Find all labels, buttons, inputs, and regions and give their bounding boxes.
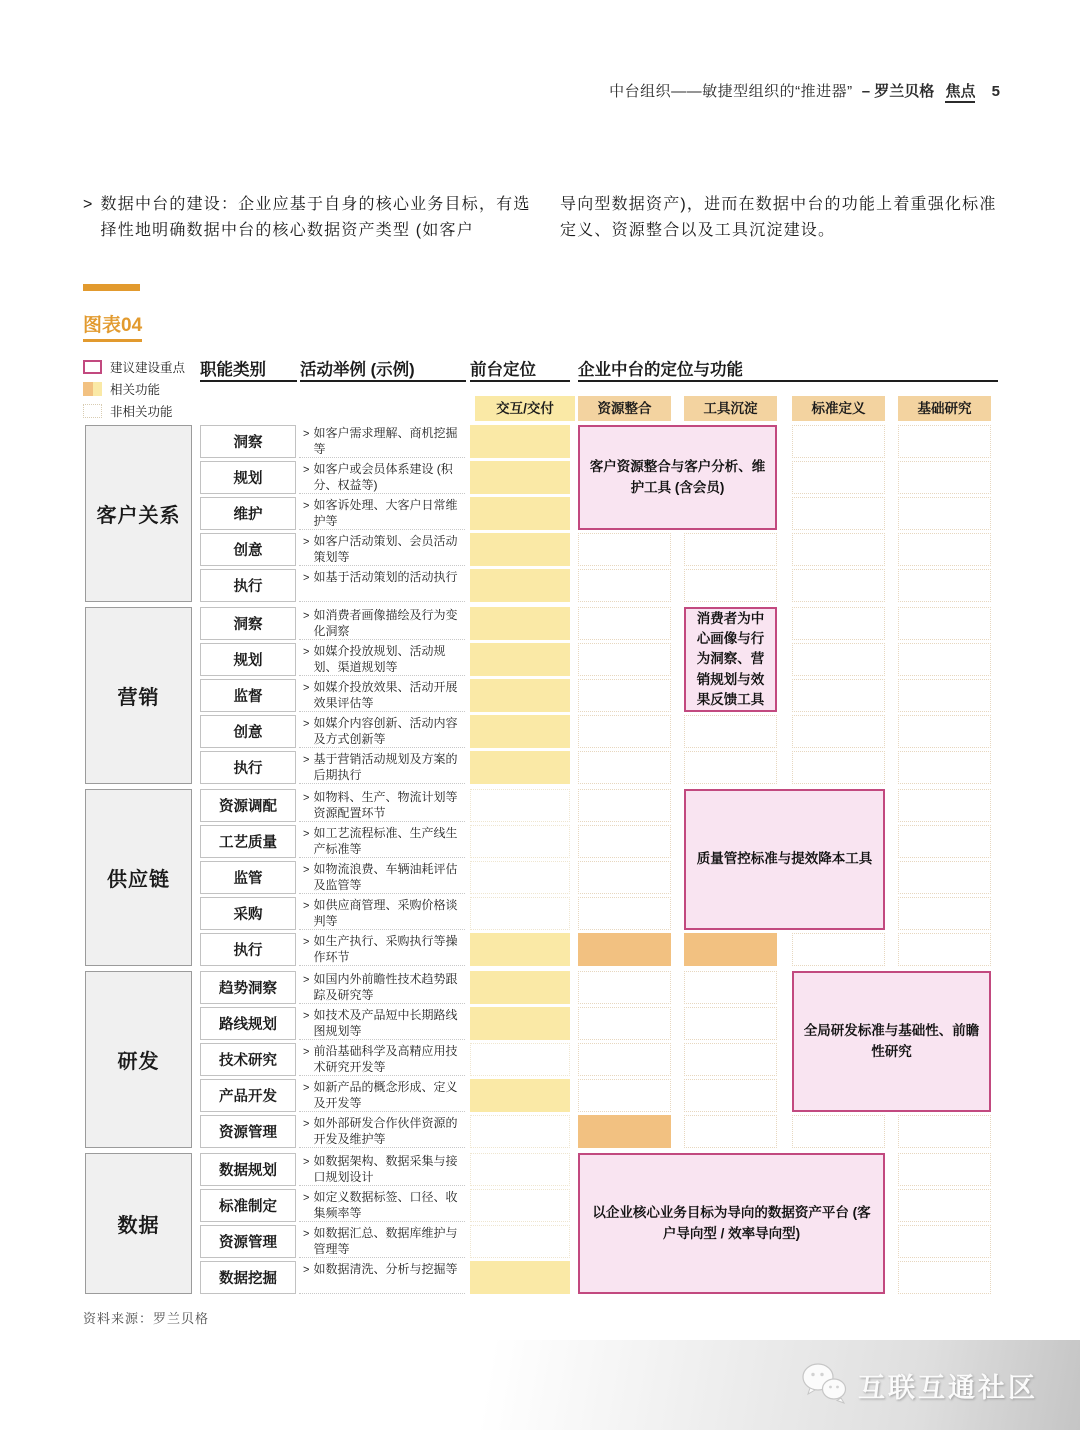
mid-office-cell: [684, 751, 777, 784]
column-header-function-category: 职能类别: [200, 356, 297, 382]
activity-bullet: >: [303, 1118, 310, 1130]
watermark: [800, 1361, 1038, 1410]
legend-swatch-none: [83, 404, 102, 418]
group-label: 研发: [85, 971, 192, 1148]
mid-office-cell: [684, 1007, 777, 1040]
activity-bullet: >: [303, 900, 310, 912]
activity-bullet: >: [303, 536, 310, 548]
activity-cell: [299, 1225, 465, 1258]
category-cell: 执行: [200, 751, 296, 784]
watermark-text: 互联互通社区: [858, 1372, 1038, 1403]
activity-cell: [299, 425, 465, 458]
front-office-cell: [470, 715, 570, 748]
wechat-icon: [800, 1361, 848, 1410]
activity-bullet: >: [303, 1192, 310, 1204]
mid-office-cell: [898, 607, 991, 640]
mid-office-cell: [792, 497, 885, 530]
category-cell: 创意: [200, 715, 296, 748]
category-cell: 资源调配: [200, 789, 296, 822]
activity-text: 如物料、生产、物流计划等资源配置环节: [313, 790, 458, 820]
mid-office-cell: [578, 679, 671, 712]
activity-bullet: >: [303, 718, 310, 730]
activity-cell: [299, 1261, 465, 1294]
front-office-cell: [470, 533, 570, 566]
category-cell: 趋势洞察: [200, 971, 296, 1004]
front-office-cell: [470, 425, 570, 458]
mid-office-cell: [578, 897, 671, 930]
subcolumn-header: 资源整合: [578, 396, 671, 421]
activity-text: 基于营销活动规划及方案的后期执行: [313, 752, 458, 782]
mid-office-cell: [578, 825, 671, 858]
table-row: [200, 643, 991, 676]
figure-table: [85, 425, 991, 1299]
activity-bullet: >: [303, 1156, 310, 1168]
activity-text: 如客户活动策划、会员活动策划等: [313, 534, 458, 564]
activity-cell: [299, 861, 465, 894]
group-label: 供应链: [85, 789, 192, 966]
mid-office-cell: [578, 789, 671, 822]
activity-bullet: >: [303, 1046, 310, 1058]
activity-cell: [299, 1189, 465, 1222]
highlight-box: 质量管控标准与提效降本工具: [684, 789, 885, 930]
front-office-cell: [470, 897, 570, 930]
activity-cell: [299, 533, 465, 566]
activity-text: 如媒介内容创新、活动内容及方式创新等: [313, 716, 458, 746]
activity-cell: [299, 1007, 465, 1040]
activity-bullet: >: [303, 572, 310, 584]
activity-text: 如供应商管理、采购价格谈判等: [313, 898, 458, 928]
front-office-cell: [470, 861, 570, 894]
category-cell: 路线规划: [200, 1007, 296, 1040]
mid-office-cell: [792, 569, 885, 602]
legend-item: [83, 356, 201, 378]
activity-cell: [299, 643, 465, 676]
front-office-cell: [470, 1261, 570, 1294]
page-number: 5: [991, 83, 1000, 100]
mid-office-cell: [898, 861, 991, 894]
activity-cell: [299, 1043, 465, 1076]
watermark-strip: [0, 1340, 1080, 1430]
mid-office-cell: [578, 1115, 671, 1148]
activity-cell: [299, 607, 465, 640]
activity-cell: [299, 1153, 465, 1186]
intro-paragraph-right: [560, 192, 1012, 245]
activity-cell: [299, 751, 465, 784]
front-office-cell: [470, 497, 570, 530]
category-cell: 资源管理: [200, 1115, 296, 1148]
activity-bullet: >: [303, 1010, 310, 1022]
subcolumn-header: 标准定义: [792, 396, 885, 421]
category-cell: 规划: [200, 643, 296, 676]
category-cell: 工艺质量: [200, 825, 296, 858]
activity-cell: [299, 825, 465, 858]
legend-swatch-related: [83, 382, 102, 396]
table-row: [200, 679, 991, 712]
activity-cell: [299, 715, 465, 748]
activity-text: 如国内外前瞻性技术趋势跟踪及研究等: [313, 972, 458, 1002]
group-label: 营销: [85, 607, 192, 784]
mid-office-cell: [684, 715, 777, 748]
activity-bullet: >: [303, 464, 310, 476]
activity-cell: [299, 497, 465, 530]
table-row: [200, 933, 991, 966]
mid-office-cell: [684, 533, 777, 566]
category-cell: 数据挖掘: [200, 1261, 296, 1294]
mid-office-cell: [898, 1225, 991, 1258]
mid-office-cell: [578, 1079, 671, 1112]
activity-bullet: >: [303, 1082, 310, 1094]
highlight-box: 以企业核心业务目标为导向的数据资产平台 (客户导向型 / 效率导向型): [578, 1153, 885, 1294]
category-cell: 规划: [200, 461, 296, 494]
source-note: 资料来源：罗兰贝格: [83, 1311, 210, 1326]
mid-office-cell: [898, 751, 991, 784]
activity-text: 如新产品的概念形成、定义及开发等: [313, 1080, 458, 1110]
activity-cell: [299, 971, 465, 1004]
front-office-cell: [470, 1225, 570, 1258]
accent-bar: [83, 284, 140, 291]
table-row: [200, 1115, 991, 1148]
mid-office-cell: [578, 1043, 671, 1076]
activity-cell: [299, 461, 465, 494]
mid-office-cell: [578, 1007, 671, 1040]
activity-text: 如客诉处理、大客户日常维护等: [313, 498, 458, 528]
category-cell: 执行: [200, 569, 296, 602]
activity-text: 如媒介投放效果、活动开展效果评估等: [313, 680, 458, 710]
highlight-box: 消费者为中心画像与行为洞察、营销规划与效果反馈工具: [684, 607, 777, 712]
activity-text: 如媒介投放规划、活动规划、渠道规划等: [313, 644, 446, 674]
category-cell: 监督: [200, 679, 296, 712]
front-office-cell: [470, 607, 570, 640]
mid-office-cell: [898, 461, 991, 494]
mid-office-cell: [684, 971, 777, 1004]
activity-bullet: >: [303, 500, 310, 512]
activity-text: 如外部研发合作伙伴资源的开发及维护等: [313, 1116, 458, 1146]
category-cell: 洞察: [200, 607, 296, 640]
mid-office-cell: [684, 1079, 777, 1112]
legend-label: 相关功能: [110, 383, 161, 397]
table-row: [200, 751, 991, 784]
subcolumn-header: 工具沉淀: [684, 396, 777, 421]
activity-bullet: >: [303, 936, 310, 948]
mid-office-cell: [898, 569, 991, 602]
mid-office-cell: [578, 751, 671, 784]
activity-cell: [299, 1115, 465, 1148]
mid-office-cell: [792, 751, 885, 784]
mid-office-cell: [898, 897, 991, 930]
mid-office-cell: [792, 715, 885, 748]
page-header-brand: – 罗兰贝格: [861, 83, 935, 100]
category-cell: 洞察: [200, 425, 296, 458]
mid-office-cell: [898, 933, 991, 966]
activity-cell: [299, 1079, 465, 1112]
mid-office-cell: [792, 933, 885, 966]
activity-bullet: >: [303, 646, 310, 658]
mid-office-cell: [578, 971, 671, 1004]
intro-left-text: 数据中台的建设：企业应基于自身的核心业务目标，有选择性地明确数据中台的核心数据资产类型 (如客户: [100, 196, 531, 240]
mid-office-cell: [898, 825, 991, 858]
activity-text: 前沿基础科学及高精应用技术研究开发等: [313, 1044, 458, 1074]
front-office-cell: [470, 679, 570, 712]
front-office-cell: [470, 461, 570, 494]
subcolumn-header: 基础研究: [898, 396, 991, 421]
category-cell: 产品开发: [200, 1079, 296, 1112]
front-office-cell: [470, 971, 570, 1004]
activity-bullet: >: [303, 610, 310, 622]
activity-text: 如客户需求理解、商机挖掘等: [313, 426, 458, 456]
mid-office-cell: [898, 1153, 991, 1186]
category-cell: 标准制定: [200, 1189, 296, 1222]
category-cell: 维护: [200, 497, 296, 530]
category-cell: 监管: [200, 861, 296, 894]
activity-bullet: >: [303, 974, 310, 986]
mid-office-cell: [578, 933, 671, 966]
legend-item: [83, 378, 201, 400]
mid-office-cell: [898, 533, 991, 566]
function-group: [85, 607, 991, 784]
activity-bullet: >: [303, 428, 310, 440]
mid-office-cell: [684, 1043, 777, 1076]
front-office-cell: [470, 1115, 570, 1148]
front-office-cell: [470, 1007, 570, 1040]
category-cell: 资源管理: [200, 1225, 296, 1258]
mid-office-cell: [898, 789, 991, 822]
activity-text: 如基于活动策划的活动执行: [313, 570, 458, 584]
activity-text: 如生产执行、采购执行等操作环节: [313, 934, 458, 964]
mid-office-cell: [792, 607, 885, 640]
front-office-cell: [470, 933, 570, 966]
mid-office-cell: [578, 861, 671, 894]
legend-label: 非相关功能: [110, 405, 173, 419]
category-cell: 数据规划: [200, 1153, 296, 1186]
activity-bullet: >: [303, 864, 310, 876]
mid-office-cell: [578, 715, 671, 748]
legend-item: [83, 400, 201, 422]
mid-office-cell: [578, 533, 671, 566]
column-header-activities: 活动举例 (示例): [300, 356, 466, 382]
mid-office-cell: [898, 1189, 991, 1222]
table-row: [200, 569, 991, 602]
front-office-cell: [470, 1043, 570, 1076]
page-header: [80, 80, 1000, 101]
legend-label: 建议建设重点: [110, 361, 186, 375]
activity-text: 如工艺流程标准、生产线生产标准等: [313, 826, 458, 856]
table-row: [200, 607, 991, 640]
mid-office-cell: [684, 569, 777, 602]
activity-bullet: >: [303, 1264, 310, 1276]
category-cell: 技术研究: [200, 1043, 296, 1076]
mid-office-cell: [898, 715, 991, 748]
category-cell: 采购: [200, 897, 296, 930]
mid-office-cell: [792, 1115, 885, 1148]
activity-bullet: >: [303, 754, 310, 766]
mid-office-cell: [792, 533, 885, 566]
category-cell: 执行: [200, 933, 296, 966]
highlight-box: 全局研发标准与基础性、前瞻性研究: [792, 971, 991, 1112]
intro-right-text: 导向型数据资产)，进而在数据中台的功能上着重强化标准定义、资源整合以及工具沉淀建设。: [560, 196, 997, 240]
table-row: [200, 715, 991, 748]
intro-paragraph-left: [83, 192, 541, 245]
activity-text: 如消费者画像描绘及行为变化洞察: [313, 608, 458, 638]
activity-cell: [299, 933, 465, 966]
activity-bullet: >: [303, 828, 310, 840]
legend: [83, 356, 201, 422]
category-cell: 创意: [200, 533, 296, 566]
activity-text: 如数据汇总、数据库维护与管理等: [313, 1226, 458, 1256]
mid-office-cell: [898, 1261, 991, 1294]
front-office-cell: [470, 789, 570, 822]
front-office-cell: [470, 751, 570, 784]
activity-cell: [299, 789, 465, 822]
front-office-cell: [470, 1189, 570, 1222]
figure-label: 图表04: [83, 310, 142, 342]
page-header-series: 焦点: [945, 83, 975, 103]
mid-office-cell: [578, 607, 671, 640]
front-office-cell: [470, 569, 570, 602]
table-row: [200, 533, 991, 566]
mid-office-cell: [792, 679, 885, 712]
mid-office-cell: [792, 461, 885, 494]
column-header-mid-office: 企业中台的定位与功能: [578, 356, 998, 382]
front-office-cell: [470, 1153, 570, 1186]
front-office-cell: [470, 825, 570, 858]
mid-office-cell: [898, 1115, 991, 1148]
mid-office-cell: [684, 933, 777, 966]
activity-text: 如技术及产品短中长期路线图规划等: [313, 1008, 458, 1038]
column-header-front-office: 前台定位: [470, 356, 570, 382]
highlight-box: 客户资源整合与客户分析、维护工具 (含会员): [578, 425, 777, 530]
mid-office-cell: [898, 679, 991, 712]
bullet-marker: >: [83, 196, 94, 213]
activity-text: 如数据架构、数据采集与接口规划设计: [313, 1154, 458, 1184]
group-label: 客户关系: [85, 425, 192, 602]
group-label: 数据: [85, 1153, 192, 1294]
mid-office-cell: [792, 643, 885, 676]
activity-cell: [299, 679, 465, 712]
subcolumn-header: 交互/交付: [475, 396, 575, 421]
activity-text: 如数据清洗、分析与挖掘等: [313, 1262, 458, 1276]
activity-bullet: >: [303, 792, 310, 804]
activity-cell: [299, 897, 465, 930]
activity-bullet: >: [303, 1228, 310, 1240]
front-office-cell: [470, 1079, 570, 1112]
activity-bullet: >: [303, 682, 310, 694]
mid-office-cell: [898, 497, 991, 530]
activity-text: 如定义数据标签、口径、收集频率等: [313, 1190, 458, 1220]
mid-office-cell: [898, 425, 991, 458]
mid-office-cell: [578, 569, 671, 602]
function-group: [85, 425, 991, 602]
activity-text: 如客户或会员体系建设 (积分、权益等): [313, 462, 453, 492]
legend-swatch-pink: [83, 360, 102, 374]
activity-text: 如物流浪费、车辆油耗评估及监管等: [313, 862, 458, 892]
mid-office-cell: [792, 425, 885, 458]
front-office-cell: [470, 643, 570, 676]
group-rows: [200, 607, 991, 784]
mid-office-cell: [898, 643, 991, 676]
activity-cell: [299, 569, 465, 602]
mid-office-cell: [684, 1115, 777, 1148]
page-header-title: 中台组织——敏捷型组织的“推进器”: [609, 83, 853, 100]
mid-office-cell: [578, 643, 671, 676]
